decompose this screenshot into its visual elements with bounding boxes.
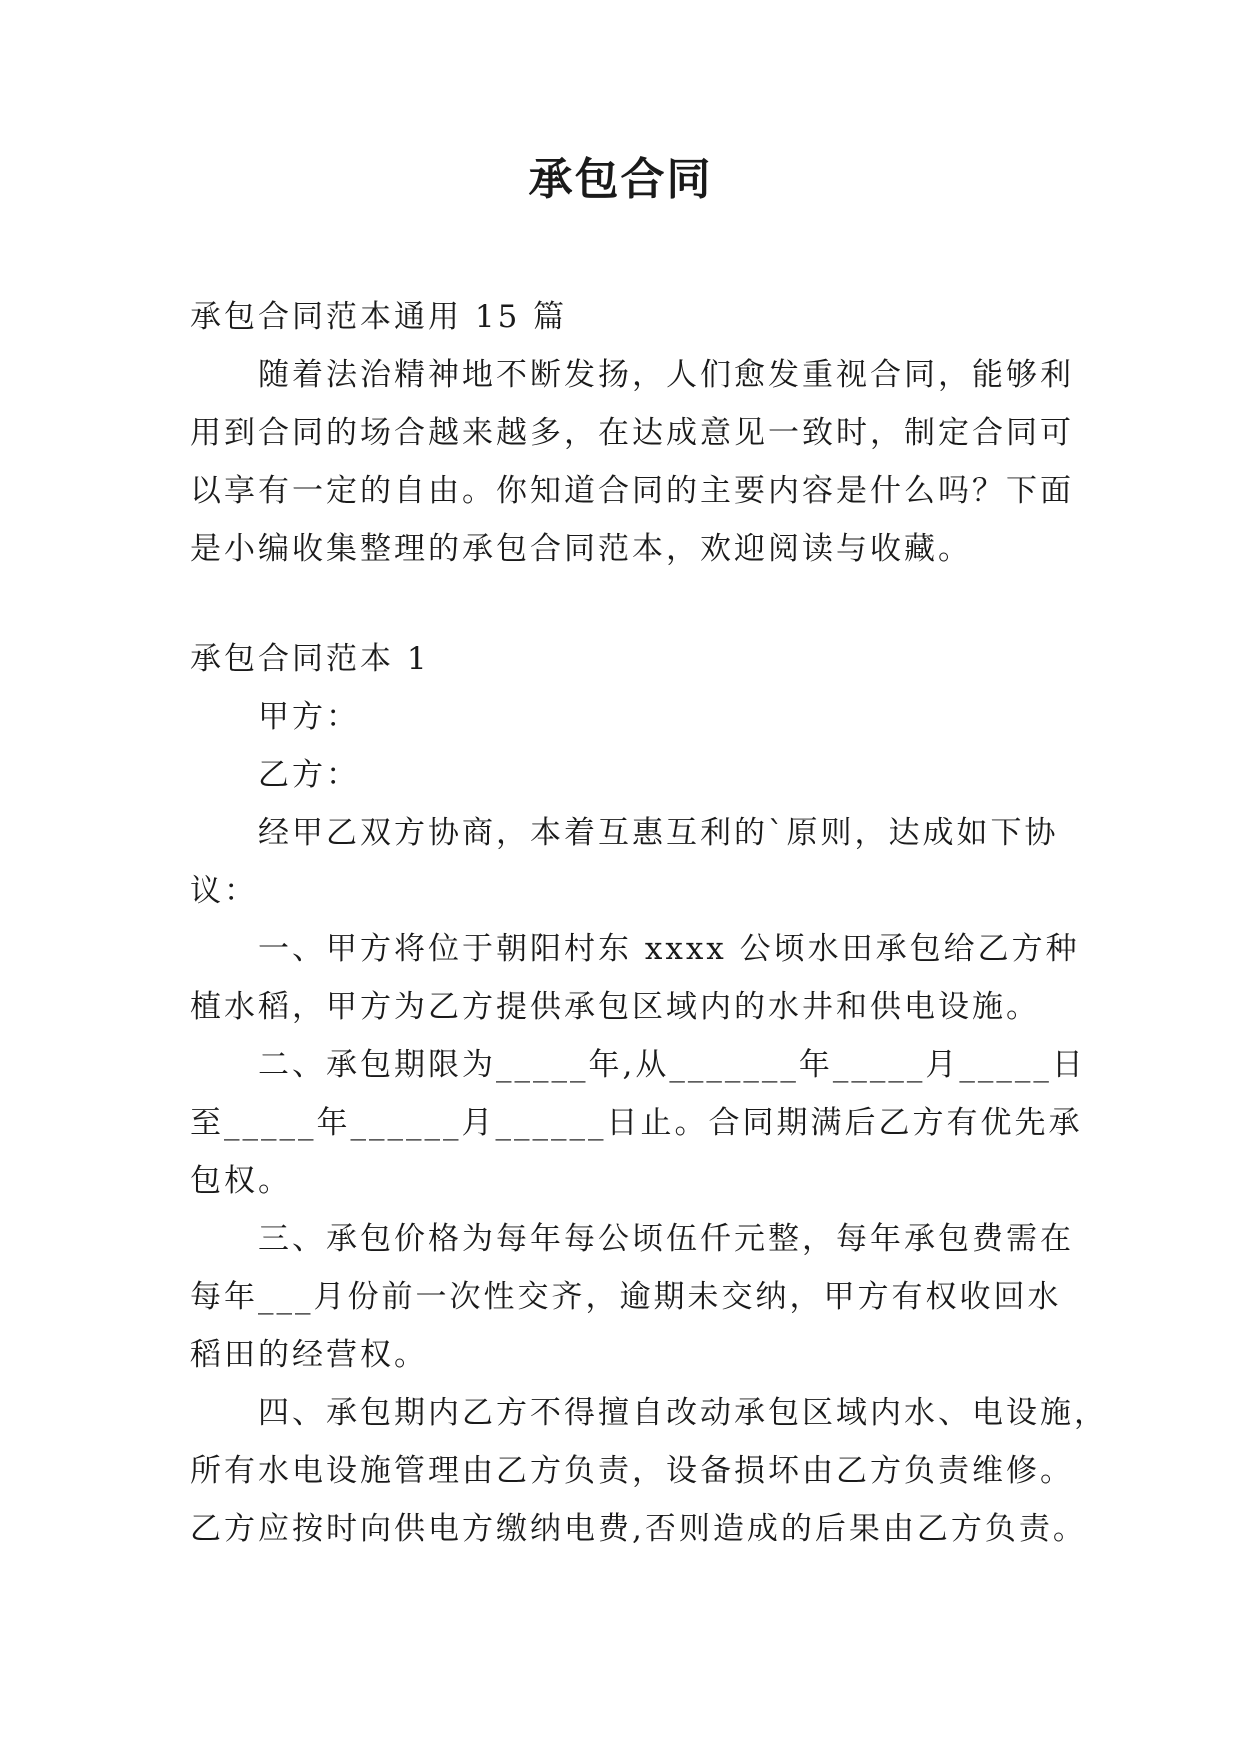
paragraph-gap: [190, 578, 1058, 630]
preamble-line: 议：: [190, 873, 258, 909]
clause-line: 四、承包期内乙方不得擅自改动承包区域内水、电设施，: [258, 1395, 1108, 1431]
subtitle: 承包合同范本通用 15 篇: [190, 299, 568, 335]
clause-line: 稻田的经营权。: [190, 1337, 428, 1373]
intro-line: 随着法治精神地不断发扬，人们愈发重视合同，能够利: [258, 357, 1074, 393]
clause-3: [190, 1210, 1074, 1384]
clause-2: [190, 1036, 1086, 1210]
preamble-paragraph: [190, 804, 1058, 920]
intro-line: 以享有一定的自由。你知道合同的主要内容是什么吗？下面: [190, 473, 1074, 509]
clause-line: 乙方应按时向供电方缴纳电费,否则造成的后果由乙方负责。: [190, 1511, 1087, 1547]
clause-line: 二、承包期限为_____年,从_______年_____月_____日: [258, 1047, 1086, 1083]
clause-line: 至_____年______月______日止。合同期满后乙方有优先承: [190, 1105, 1083, 1141]
document-body: [190, 288, 1108, 1558]
preamble-line: 经甲乙双方协商，本着互惠互利的`原则，达成如下协: [258, 815, 1059, 851]
clause-line: 包权。: [190, 1163, 292, 1199]
clause-1: [190, 920, 1080, 1036]
clause-line: 三、承包价格为每年每公顷伍仟元整，每年承包费需在: [258, 1221, 1074, 1257]
clause-4: [190, 1384, 1108, 1558]
intro-paragraph: [190, 346, 1074, 578]
party-a-label: 甲方：: [258, 699, 360, 735]
clause-line: 每年___月份前一次性交齐，逾期未交纳，甲方有权收回水: [190, 1279, 1062, 1315]
intro-line: 用到合同的场合越来越多，在达成意见一致时，制定合同可: [190, 415, 1074, 451]
section-heading: 承包合同范本 1: [190, 641, 430, 677]
intro-line: 是小编收集整理的承包合同范本，欢迎阅读与收藏。: [190, 531, 972, 567]
clause-line: 植水稻，甲方为乙方提供承包区域内的水井和供电设施。: [190, 989, 1040, 1025]
clause-line: 所有水电设施管理由乙方负责，设备损坏由乙方负责维修。: [190, 1453, 1074, 1489]
clause-line: 一、甲方将位于朝阳村东 xxxx 公顷水田承包给乙方种: [258, 931, 1080, 967]
document-title: 承包合同: [528, 154, 713, 205]
party-b-label: 乙方：: [258, 757, 360, 793]
